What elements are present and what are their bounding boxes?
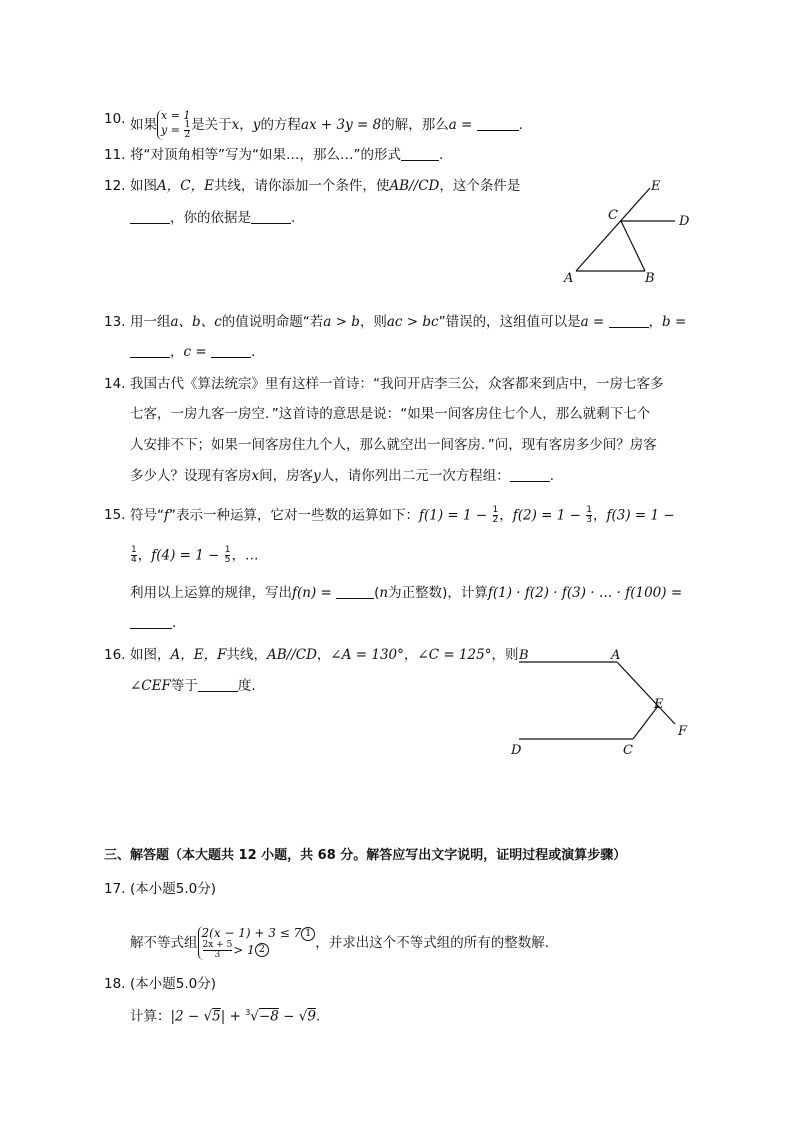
- q16-line2: ∠CEF等于 度.: [130, 678, 256, 694]
- q16-line1: 如图，A，E，F共线，AB//CD，∠A = 130°，∠C = 125°，则: [130, 647, 519, 663]
- q12-blank2: [251, 211, 291, 224]
- q11-blank: [401, 148, 439, 161]
- q15-line1: 符号“f”表示一种运算，它对一些数的运算如下：f(1) = 1 − $\frac{1}{2}$ ，f(2) = 1 − $\frac{1}{3}$ ，f(3) = 1 −: [130, 505, 675, 525]
- q15-line2: $\frac{1}{4}$ ，f(4) = 1 − $\frac{1}{5}$ ，…: [131, 545, 259, 565]
- q14-line1: 我国古代《算法统宗》里有这样一首诗：“我问开店李三公，众客都来到店中，一房七客多: [130, 376, 664, 392]
- q13-number: 13.: [104, 314, 126, 330]
- fig12-label-E: E: [651, 179, 661, 194]
- q14-line3: 人安排不下；如果一间客房住九个人，那么就空出一间客房．”问，现有客房多少间？房客: [130, 437, 657, 453]
- q14-number: 14.: [104, 376, 126, 392]
- q15-blank1: [336, 586, 374, 599]
- fig12-label-C: C: [608, 208, 618, 223]
- q16-figure: [505, 644, 705, 759]
- fig16-label-C: C: [623, 743, 633, 758]
- q17-system: 2(x − 1) + 3 ≤ 7 1 $\frac{2x + 5}{3}$ > 1 2: [198, 926, 316, 960]
- q14-line2: 七客，一房九客一房空．”这首诗的意思是说：“如果一间客房住七个人，那么就剩下七个: [130, 406, 651, 422]
- fig16-label-F: F: [678, 724, 688, 739]
- q10-text: 如果x = 1 y = $\frac{1}{2}$ 是关于x，y的方程ax + 3y = 8的解，那么a = .: [130, 109, 523, 140]
- fig12-label-A: A: [564, 271, 574, 286]
- q18-number: 18.: [104, 976, 126, 992]
- q10-blank: [477, 118, 519, 131]
- q12-blank1: [130, 211, 170, 224]
- q15-number: 15.: [104, 507, 126, 523]
- q10-system: x = 1 y = $\frac{1}{2}$: [157, 110, 191, 140]
- q18-score: (本小题5.0分): [130, 976, 217, 992]
- q12-line1: 如图A，C，E共线，请你添加一个条件，使AB//CD，这个条件是: [130, 178, 521, 194]
- fig16-label-E: E: [654, 697, 664, 712]
- fig16-label-D: D: [511, 743, 522, 758]
- q15-line4: .: [130, 614, 176, 632]
- fig16-label-B: B: [519, 648, 529, 663]
- fig16-line-AF: [617, 662, 675, 724]
- fig16-label-A: A: [611, 648, 621, 663]
- q11-number: 11.: [104, 147, 126, 163]
- q13-line2: ，c = .: [130, 343, 255, 361]
- q18-text: 计算：|2 − √5| + $^3$√−8 − √9.: [130, 1008, 321, 1025]
- q15-blank2: [130, 616, 172, 629]
- q14-line4: 多少人？设现有客房x间，房客y人，请你列出二元一次方程组： .: [130, 468, 555, 484]
- q12-number: 12.: [104, 178, 126, 194]
- q11-text: 将“对顶角相等”写为“如果…，那么…”的形式 .: [130, 147, 444, 163]
- q13-line1: 用一组a、b、c的值说明命题“若a > b，则ac > bc”错误的，这组值可以是a = ，b =: [130, 314, 687, 330]
- section3-title: 三、解答题（本大题共 12 小题，共 68 分。解答应写出文字说明，证明过程或演算步骤）: [104, 848, 627, 863]
- q13-blank-a: [609, 315, 649, 328]
- fig12-line-CB: [621, 221, 645, 271]
- q13-blank-c: [211, 345, 251, 358]
- q14-blank: [510, 469, 550, 482]
- q17-number: 17.: [104, 881, 126, 897]
- q10-number: 10.: [104, 111, 126, 127]
- q12-line2: ，你的依据是 .: [130, 209, 295, 227]
- q13-blank-b: [130, 345, 170, 358]
- q17-score: (本小题5.0分): [130, 881, 217, 897]
- q16-blank: [198, 679, 238, 692]
- q17-text: 解不等式组2(x − 1) + 3 ≤ 7 1 $\frac{2x + 5}{3}$ > 1 2 ，并求出这个不等式组的所有的整数解.: [130, 926, 550, 960]
- q15-line3: 利用以上运算的规律，写出f(n) = (n为正整数)，计算f(1) · f(2) · f(3) · … · f(100) =: [130, 585, 683, 601]
- fig12-label-B: B: [645, 271, 655, 286]
- q12-figure: [560, 176, 700, 288]
- q16-number: 16.: [104, 647, 126, 663]
- fig12-label-D: D: [679, 214, 690, 229]
